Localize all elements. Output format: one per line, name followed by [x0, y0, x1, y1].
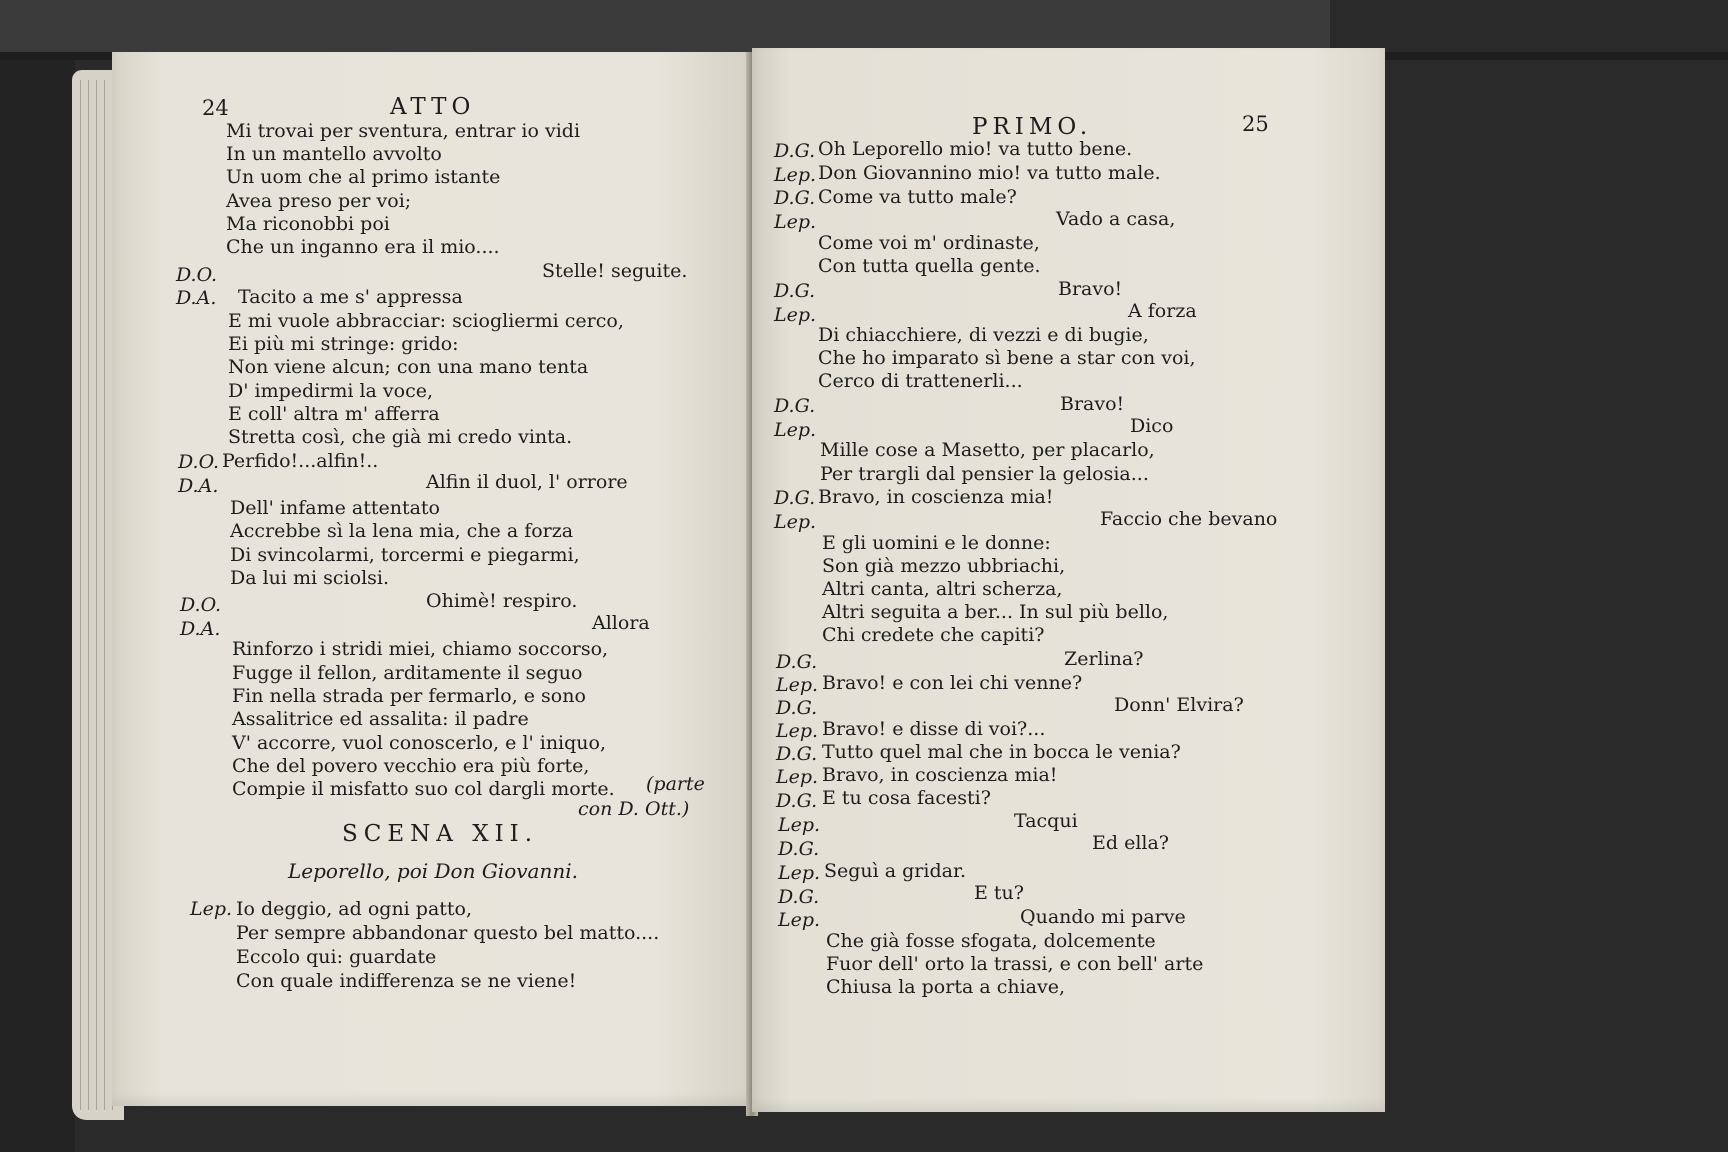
speaker-label: Lep. — [778, 909, 821, 931]
verse-line: Bravo! — [1058, 278, 1123, 300]
verse-line: Altri seguita a ber... In sul più bello, — [822, 601, 1169, 623]
verse-line: D' impedirmi la voce, — [228, 380, 433, 402]
verse-line: Chi credete che capiti? — [822, 624, 1045, 646]
speaker-label: Lep. — [774, 304, 817, 326]
verse-line: Un uom che al primo istante — [226, 166, 501, 188]
verse-line: Compie il misfatto suo col dargli morte. — [232, 778, 615, 800]
verse-line: Mille cose a Masetto, per placarlo, — [820, 439, 1155, 461]
verse-line: E coll' altra m' afferra — [228, 403, 440, 425]
speaker-label: Lep. — [774, 419, 817, 441]
verse-line: Che un inganno era il mio.... — [226, 236, 500, 258]
speaker-label: Lep. — [774, 211, 817, 233]
verse-line: Tacqui — [1014, 810, 1078, 832]
speaker-label: Lep. — [774, 511, 817, 533]
verse-line: A forza — [1128, 300, 1197, 322]
speaker-label: D.G. — [776, 651, 818, 673]
speaker-label: D.A. — [178, 475, 219, 497]
verse-line: Chiusa la porta a chiave, — [826, 976, 1066, 998]
verse-line: Fuor dell' orto la trassi, e con bell' arte — [826, 953, 1204, 975]
verse-line: E tu cosa facesti? — [822, 787, 991, 809]
speaker-label: D.G. — [776, 697, 818, 719]
speaker-label: Lep. — [778, 814, 821, 836]
speaker-label: D.G. — [774, 395, 816, 417]
scene-heading: SCENA XII. — [342, 821, 539, 847]
verse-line: Io deggio, ad ogni patto, — [236, 898, 473, 920]
speaker-label: D.G. — [774, 280, 816, 302]
speaker-label: D.G. — [774, 487, 816, 509]
verse-line: Perfido!...alfin!.. — [222, 450, 379, 472]
verse-line: Dell' infame attentato — [230, 497, 440, 519]
verse-line: Stretta così, che già mi credo vinta. — [228, 426, 573, 448]
speaker-label: D.G. — [778, 886, 820, 908]
running-head: ATTO — [390, 94, 476, 120]
verse-line: Dico — [1130, 415, 1174, 437]
speaker-label: D.A. — [176, 287, 217, 309]
speaker-label: D.G. — [776, 790, 818, 812]
speaker-label: Lep. — [778, 862, 821, 884]
stage-direction: con D. Ott.) — [578, 798, 690, 820]
verse-line: Faccio che bevano — [1100, 508, 1278, 530]
verse-line: Oh Leporello mio! va tutto bene. — [818, 138, 1133, 160]
speaker-label: D.O. — [178, 451, 220, 473]
verse-line: Rinforzo i stridi miei, chiamo soccorso, — [232, 638, 609, 660]
verse-line: Bravo! e disse di voi?... — [822, 718, 1046, 740]
verse-line: E mi vuole abbracciar: sciogliermi cerco, — [228, 310, 624, 332]
speaker-label: D.G. — [774, 140, 816, 162]
verse-line: V' accorre, vuol conoscerlo, e l' iniquo, — [232, 732, 607, 754]
verse-line: Quando mi parve — [1020, 906, 1186, 928]
verse-line: Bravo! e con lei chi venne? — [822, 672, 1083, 694]
verse-line: Ma riconobbi poi — [226, 213, 390, 235]
verse-line: Di chiacchiere, di vezzi e di bugie, — [818, 324, 1149, 346]
speaker-label: Lep. — [776, 766, 819, 788]
speaker-label: Lep. — [776, 674, 819, 696]
verse-line: Donn' Elvira? — [1114, 694, 1244, 716]
verse-line: Assalitrice ed assalita: il padre — [232, 708, 529, 730]
left-page — [112, 52, 752, 1106]
verse-line: Con quale indifferenza se ne viene! — [236, 970, 577, 992]
verse-line: Che ho imparato sì bene a star con voi, — [818, 347, 1196, 369]
verse-line: Vado a casa, — [1056, 208, 1176, 230]
speaker-label: Lep. — [776, 720, 819, 742]
speaker-label: D.G. — [776, 743, 818, 765]
verse-line: Bravo! — [1060, 393, 1125, 415]
verse-line: Ed ella? — [1092, 832, 1169, 854]
verse-line: Bravo, in coscienza mia! — [822, 764, 1058, 786]
speaker-label: D.G. — [778, 838, 820, 860]
verse-line: Bravo, in coscienza mia! — [818, 486, 1054, 508]
verse-line: Con tutta quella gente. — [818, 255, 1041, 277]
speaker-label: D.O. — [176, 264, 218, 286]
speaker-label: Lep. — [190, 898, 233, 920]
verse-line: Altri canta, altri scherza, — [822, 578, 1063, 600]
right-page — [752, 48, 1385, 1112]
verse-line: E gli uomini e le donne: — [822, 532, 1051, 554]
verse-line: In un mantello avvolto — [226, 143, 442, 165]
verse-line: Stelle! seguite. — [542, 260, 688, 282]
verse-line: Zerlina? — [1064, 648, 1144, 670]
scene-persons: Leporello, poi Don Giovanni. — [288, 859, 578, 883]
verse-line: Eccolo qui: guardate — [236, 946, 437, 968]
verse-line: Fugge il fellon, arditamente il seguo — [232, 662, 583, 684]
verse-line: Mi trovai per sventura, entrar io vidi — [226, 120, 581, 142]
verse-line: Ei più mi stringe: grido: — [228, 333, 459, 355]
backdrop-left — [0, 60, 75, 1152]
running-head: PRIMO. — [972, 114, 1093, 140]
speaker-label: Lep. — [774, 164, 817, 186]
verse-line: Da lui mi sciolsi. — [230, 567, 390, 589]
verse-line: Avea preso per voi; — [226, 190, 412, 212]
verse-line: Che del povero vecchio era più forte, — [232, 755, 590, 777]
verse-line: Cerco di trattenerli... — [818, 370, 1023, 392]
backdrop-top — [0, 0, 1330, 52]
verse-line: Allora — [592, 612, 650, 634]
verse-line: Accrebbe sì la lena mia, che a forza — [230, 520, 574, 542]
verse-line: Fin nella strada per fermarlo, e sono — [232, 685, 586, 707]
verse-line: E tu? — [974, 882, 1024, 904]
verse-line: Non viene alcun; con una mano tenta — [228, 356, 589, 378]
verse-line: Di svincolarmi, torcermi e piegarmi, — [230, 544, 580, 566]
verse-line: Che già fosse sfogata, dolcemente — [826, 930, 1156, 952]
page-number: 25 — [1242, 112, 1269, 136]
verse-line: Tutto quel mal che in bocca le venia? — [822, 741, 1181, 763]
page-number: 24 — [202, 96, 229, 120]
verse-line: Tacito a me s' appressa — [238, 286, 463, 308]
speaker-label: D.G. — [774, 187, 816, 209]
stage-direction: (parte — [646, 773, 705, 795]
speaker-label: D.A. — [180, 618, 221, 640]
speaker-label: D.O. — [180, 594, 222, 616]
verse-line: Ohimè! respiro. — [426, 590, 578, 612]
verse-line: Don Giovannino mio! va tutto male. — [818, 162, 1161, 184]
verse-line: Come va tutto male? — [818, 186, 1017, 208]
verse-line: Per trargli dal pensier la gelosia... — [820, 463, 1149, 485]
verse-line: Per sempre abbandonar questo bel matto.... — [236, 922, 660, 944]
verse-line: Alfin il duol, l' orrore — [426, 471, 628, 493]
verse-line: Come voi m' ordinaste, — [818, 232, 1040, 254]
verse-line: Son già mezzo ubbriachi, — [822, 555, 1066, 577]
verse-line: Seguì a gridar. — [824, 860, 966, 882]
